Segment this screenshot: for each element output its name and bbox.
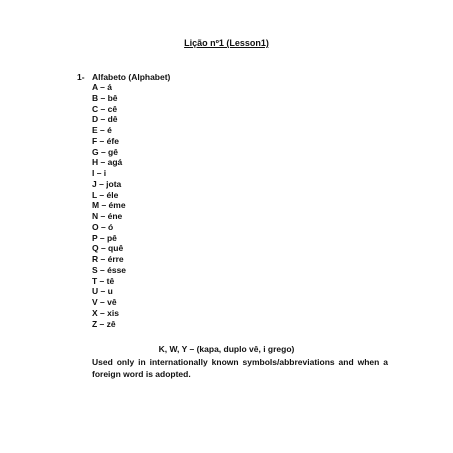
alphabet-item: I – i <box>92 168 107 178</box>
alphabet-item: A – á <box>92 82 113 92</box>
note-body: Used only in internationally known symbols/abbreviations and when a foreign word is adopted. <box>92 357 388 379</box>
alphabet-item: F – éfe <box>92 135 119 146</box>
alphabet-item: B – bê <box>92 92 118 103</box>
alphabet-item: H – agá <box>92 157 123 168</box>
alphabet-item: R – érre <box>92 254 124 264</box>
alphabet-item: L – éle <box>92 189 119 200</box>
alphabet-item: U – u <box>92 286 113 297</box>
alphabet-item: P – pê <box>92 232 117 243</box>
alphabet-item: X – xis <box>92 307 119 318</box>
alphabet-item: D – dê <box>92 114 118 125</box>
alphabet-item: G – gê <box>92 146 118 157</box>
alphabet-item: M – éme <box>92 200 126 211</box>
alphabet-item: T – tê <box>92 275 115 286</box>
alphabet-item: Q – quê <box>92 243 124 254</box>
note-title: K, W, Y – (kapa, duplo vê, i grego) <box>158 344 295 354</box>
alphabet-item: J – jota <box>92 178 122 189</box>
alphabet-item: C – cê <box>92 103 118 114</box>
section-heading: Alfabeto (Alphabet) <box>92 72 171 82</box>
page-title: Lição nº1 (Lesson1) <box>184 38 269 48</box>
alphabet-item: Z – zê <box>92 318 116 329</box>
alphabet-item: V – vê <box>92 297 117 307</box>
section-number: 1- <box>77 72 85 82</box>
alphabet-item: S – ésse <box>92 264 127 275</box>
alphabet-list <box>92 82 126 329</box>
alphabet-item: N – éne <box>92 211 123 221</box>
alphabet-item: E – é <box>92 125 112 135</box>
alphabet-item: O – ó <box>92 221 114 232</box>
